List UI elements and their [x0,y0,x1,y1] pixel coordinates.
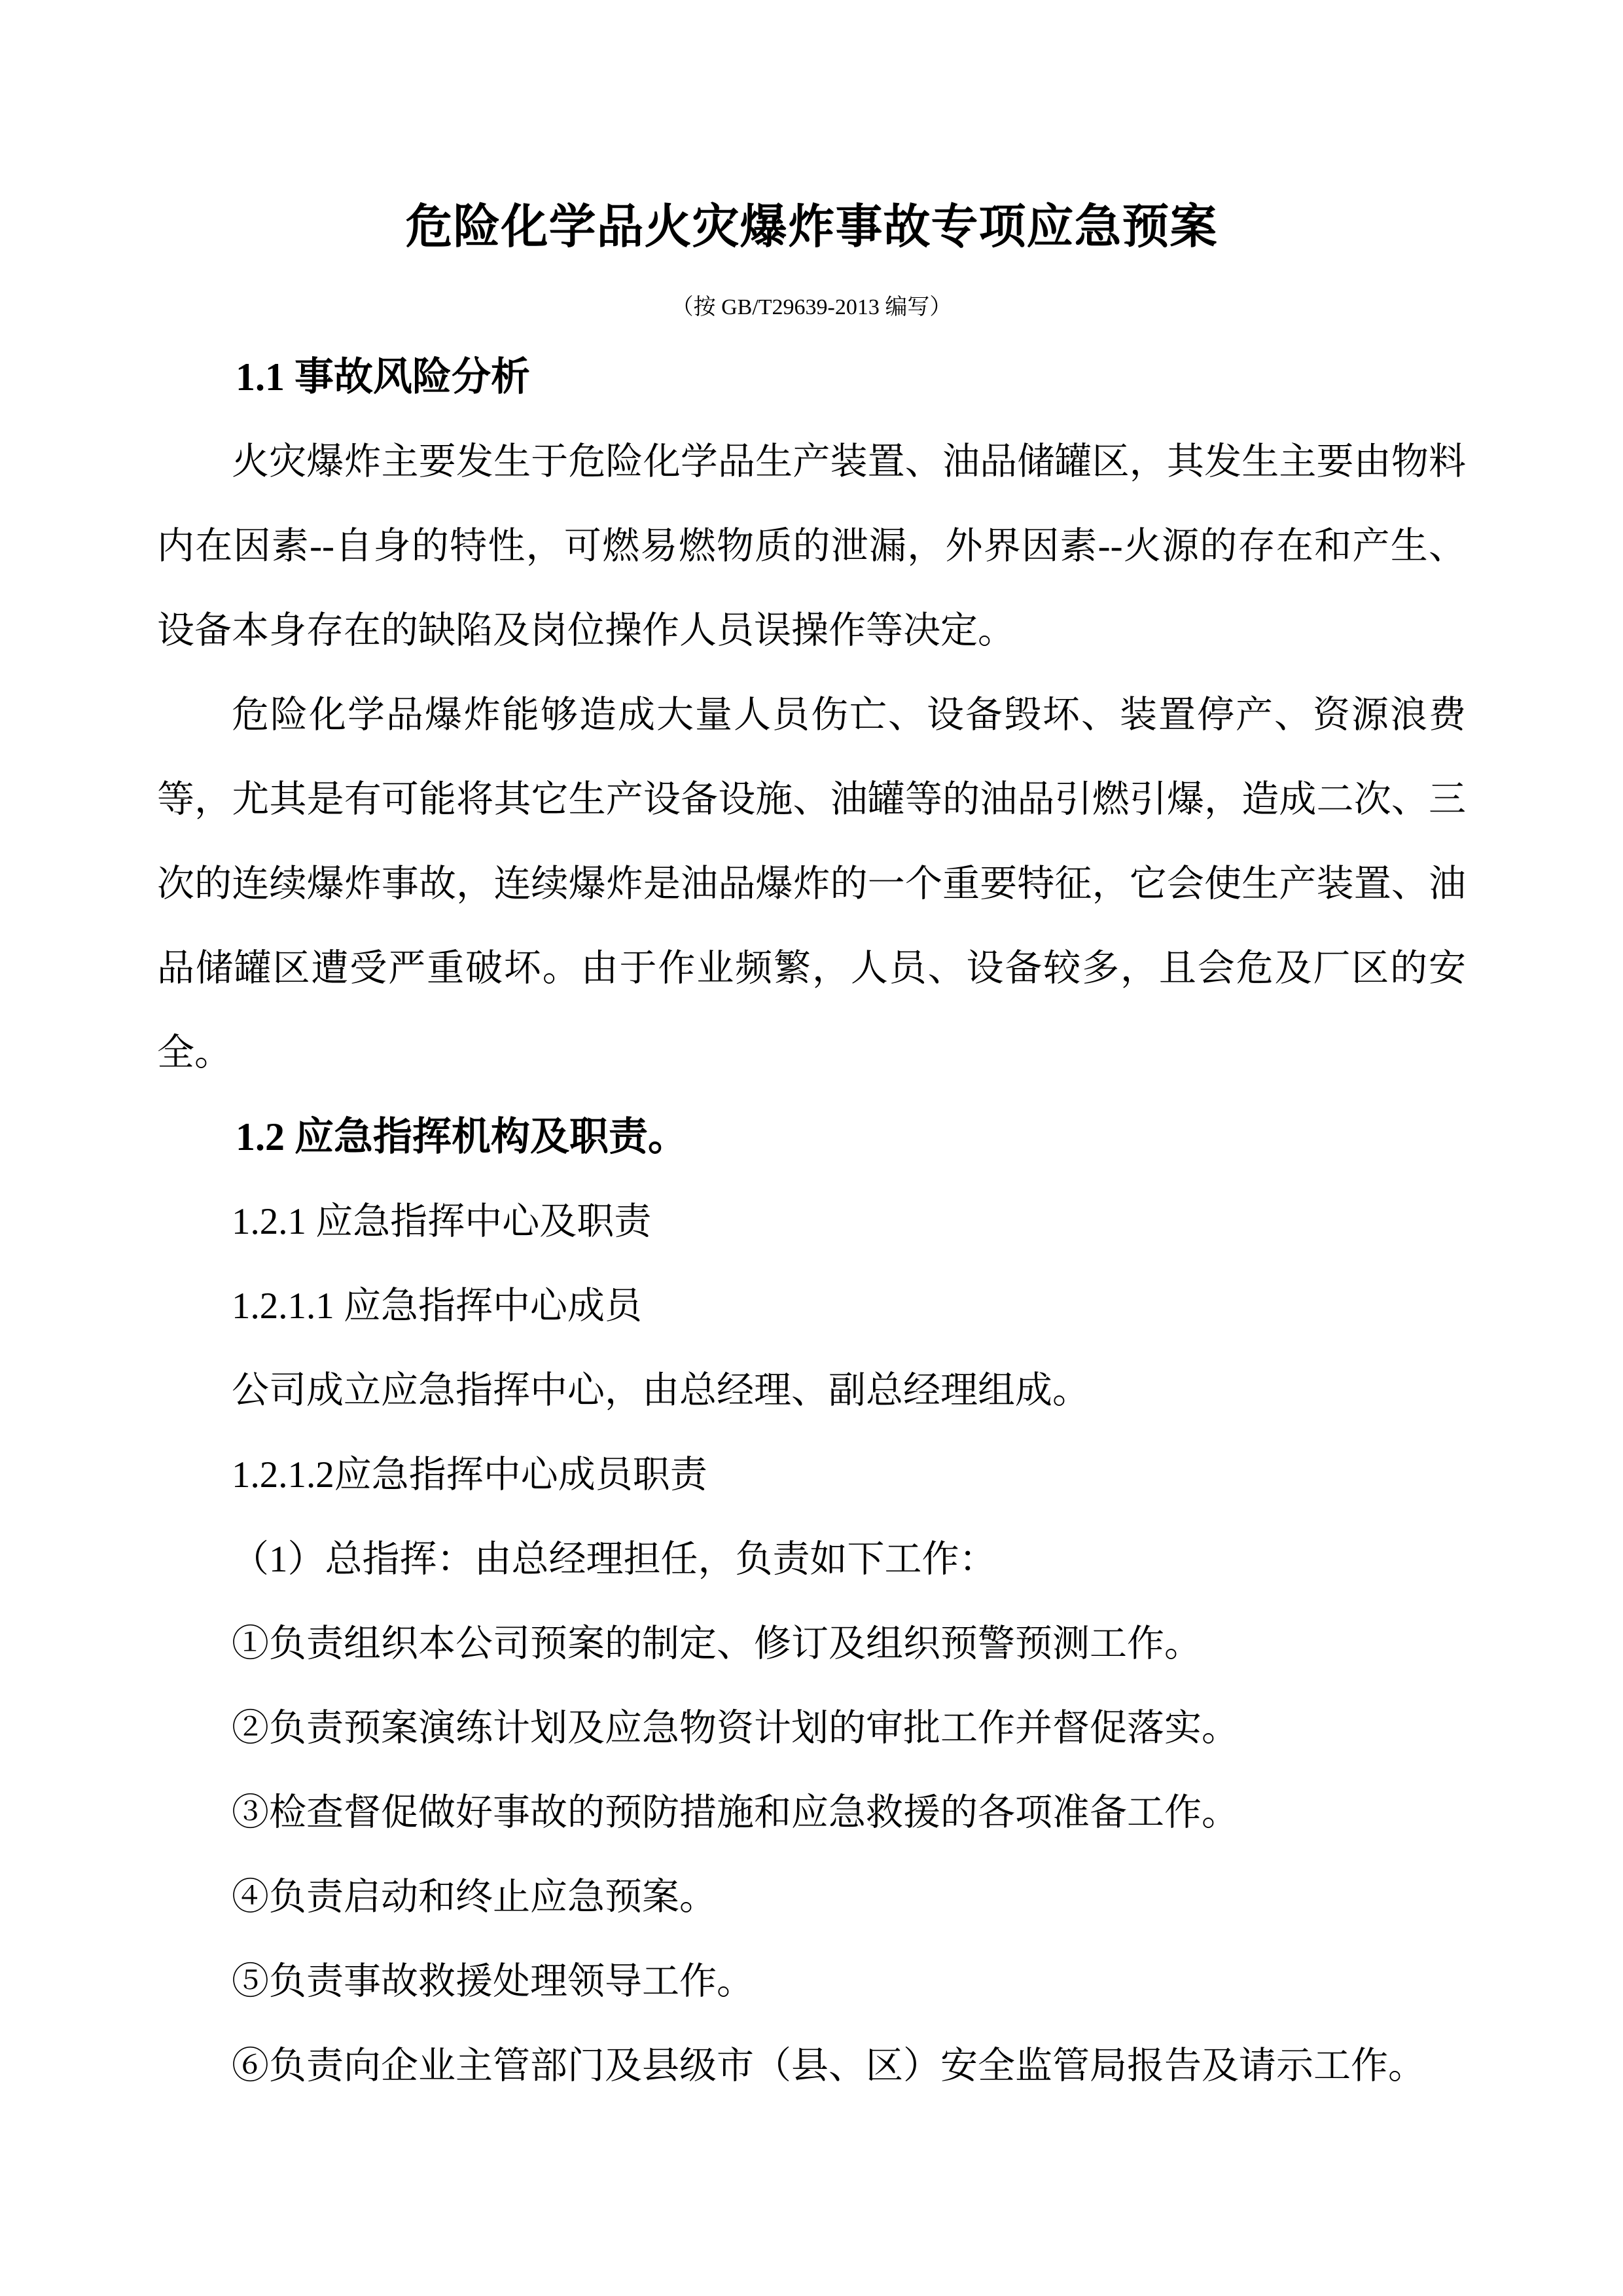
duty-item-4: ④负责启动和终止应急预案。 [232,1876,717,1918]
duty-item-3: ③检查督促做好事故的预防措施和应急救援的各项准备工作。 [232,1792,1239,1833]
duty-item-6: ⑥负责向企业主管部门及县级市（县、区）安全监管局报告及请示工作。 [232,2045,1425,2087]
section-heading-1-2-1: 1.2.1 应急指挥中心及职责 [232,1201,652,1242]
paragraph-risk-analysis-1: 火灾爆炸主要发生于危险化学品生产装置、油品储罐区，其发生主要由物料内在因素--自身的特性，可燃易燃物质的泄漏，外界因素--火源的存在和产生、设备本身存在的缺陷及岗位操作人员误操作等决定。 [157,441,1466,651]
section-heading-1-2-1-2: 1.2.1.2应急指挥中心成员职责 [232,1454,707,1496]
duty-item-5: ⑤负责事故救援处理领导工作。 [232,1961,754,2002]
duty-item-2: ②负责预案演练计划及应急物资计划的审批工作并督促落实。 [232,1708,1239,1749]
section-heading-1-2: 1.2 应急指挥机构及职责。 [236,1115,687,1158]
paragraph-command-center: 公司成立应急指挥中心，由总经理、副总经理组成。 [232,1370,1090,1411]
paragraph-chief-commander: （1）总指挥：由总经理担任，负责如下工作： [232,1539,997,1580]
duty-item-1: ①负责组织本公司预案的制定、修订及组织预警预测工作。 [232,1623,1202,1664]
section-heading-1-2-1-1: 1.2.1.1 应急指挥中心成员 [232,1285,642,1327]
document-content [157,0,1466,2108]
paragraph-risk-analysis-2: 危险化学品爆炸能够造成大量人员伤亡、设备毁坏、装置停产、资源浪费等，尤其是有可能将其它生产设备设施、油罐等的油品引燃引爆，造成二次、三次的连续爆炸事故，连续爆炸是油品爆炸的一个重要特征，它会使生产装置、油品储罐区遭受严重破坏。由于作业频繁，人员、设备较多，且会危及厂区的安全。 [157,694,1466,1073]
section-heading-1-1: 1.1 事故风险分析 [236,355,530,399]
document-subtitle: （按 GB/T29639-2013 编写） [671,295,952,319]
document-title: 危险化学品火灾爆炸事故专项应急预案 [405,201,1218,253]
document-body [157,335,1466,2108]
